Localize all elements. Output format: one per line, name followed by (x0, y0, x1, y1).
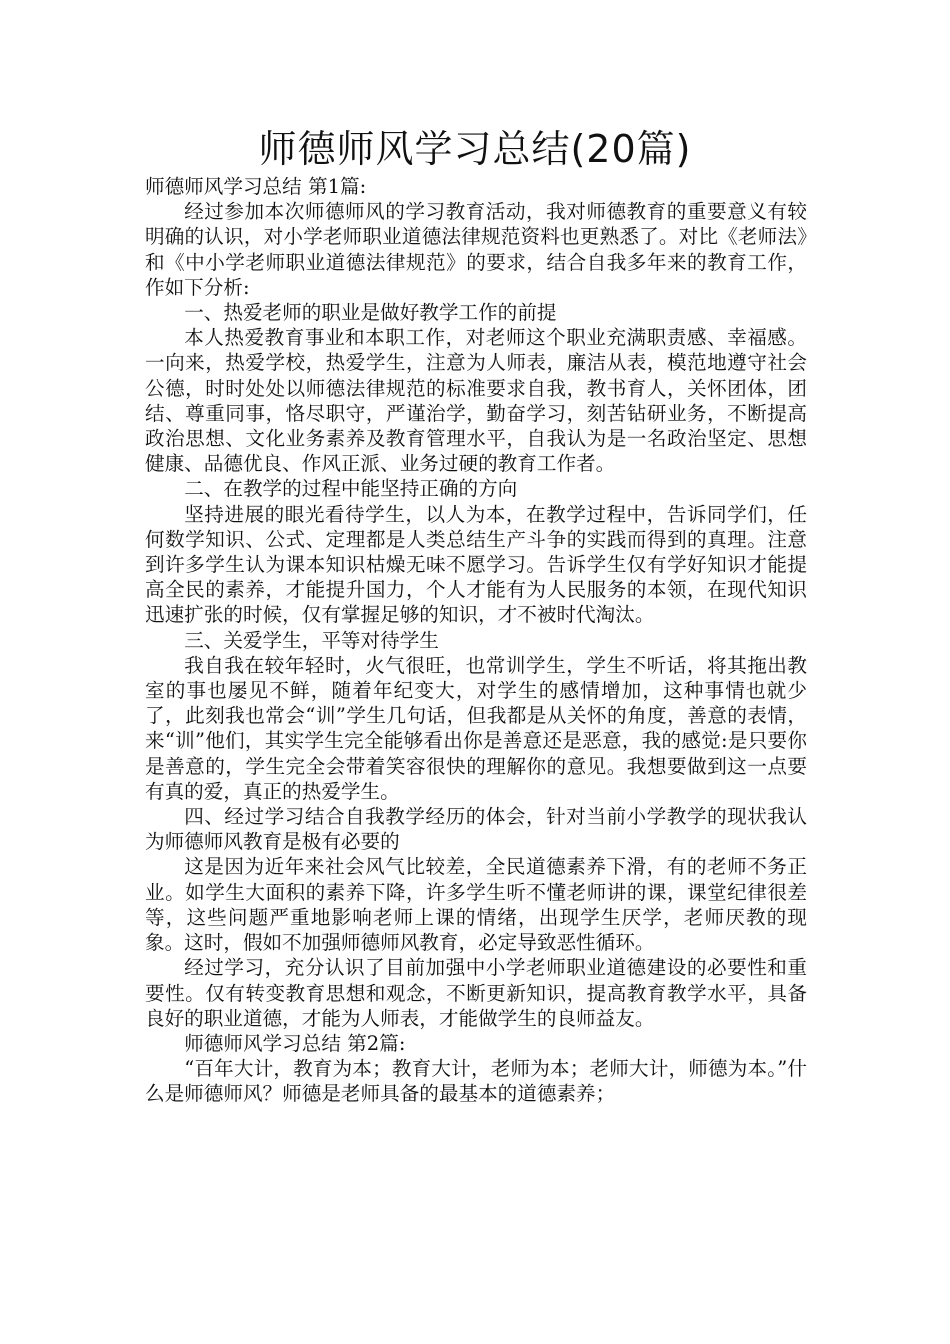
paragraph-4: 这是因为近年来社会风气比较差，全民道德素养下滑，有的老师不务正业。如学生大面积的素养下降，许多学生听不懂老师讲的课，课堂纪律很差等，这些问题严重地影响老师上课的情绪，出现学生厌学，老师厌教的现象。这时，假如不加强师德师风教育，必定导致恶性循环。 (145, 855, 807, 955)
section-heading-part-1: 师德师风学习总结 第1篇: (145, 175, 367, 198)
subheading-4: 四、经过学习结合自我教学经历的体会，针对当前小学教学的现状我认为师德师风教育是极有必要的 (145, 805, 807, 854)
paragraph-2: 坚持进展的眼光看待学生，以人为本，在教学过程中，告诉同学们，任何数学知识、公式、定理都是人类总结生产斗争的实践而得到的真理。注意到许多学生认为课本知识枯燥无味不愿学习。告诉学生仅有学好知识才能提高全民的素养，才能提升国力，个人才能有为人民服务的本领，在现代知识迅速扩张的时候，仅有掌握足够的知识，才不被时代淘汰。 (145, 502, 807, 627)
document-title: 师德师风学习总结(20篇) (258, 127, 692, 171)
paragraph-6: “百年大计，教育为本；教育大计，老师为本；老师大计，师德为本。”什么是师德师风？师德是老师具备的最基本的道德素养； (145, 1057, 807, 1106)
section-heading-part-2: 师德师风学习总结 第2篇: (184, 1031, 406, 1055)
subheading-2: 二、在教学的过程中能坚持正确的方向 (184, 477, 518, 501)
document-body (145, 174, 807, 1107)
paragraph-3: 我自我在较年轻时，火气很旺，也常训学生，学生不听话，将其拖出教室的事也屡见不鲜，随着年纪变大，对学生的感情增加，这种事情也就少了，此刻我也常会“训”学生几句话，但我都是从关怀的角度，善意的表情，来“训”他们，其实学生完全能够看出你是善意还是恶意，我的感觉:是只要你是善意的，学生完全会带着笑容很快的理解你的意见。我想要做到这一点要有真的爱，真正的热爱学生。 (145, 653, 807, 803)
subheading-3: 三、关爱学生，平等对待学生 (184, 628, 439, 652)
subheading-1: 一、热爱老师的职业是做好教学工作的前提 (184, 301, 557, 325)
paragraph-5: 经过学习，充分认识了目前加强中小学老师职业道德建设的必要性和重要性。仅有转变教育思想和观念，不断更新知识，提高教育教学水平，具备良好的职业道德，才能为人师表，才能做学生的良师益友。 (145, 956, 807, 1030)
paragraph-1: 本人热爱教育事业和本职工作，对老师这个职业充满职责感、幸福感。一向来，热爱学校，热爱学生，注意为人师表，廉洁从表，模范地遵守社会公德，时时处处以师德法律规范的标准要求自我，教书育人，关怀团体，团结、尊重同事，恪尽职守，严谨治学，勤奋学习，刻苦钻研业务，不断提高政治思想、文化业务素养及教育管理水平，自我认为是一名政治坚定、思想健康、品德优良、作风正派、业务过硬的教育工作者。 (145, 326, 807, 476)
paragraph-intro: 经过参加本次师德师风的学习教育活动，我对师德教育的重要意义有较明确的认识，对小学老师职业道德法律规范资料也更熟悉了。对比《老师法》和《中小学老师职业道德法律规范》的要求，结合自我多年来的教育工作，作如下分析: (145, 200, 807, 299)
